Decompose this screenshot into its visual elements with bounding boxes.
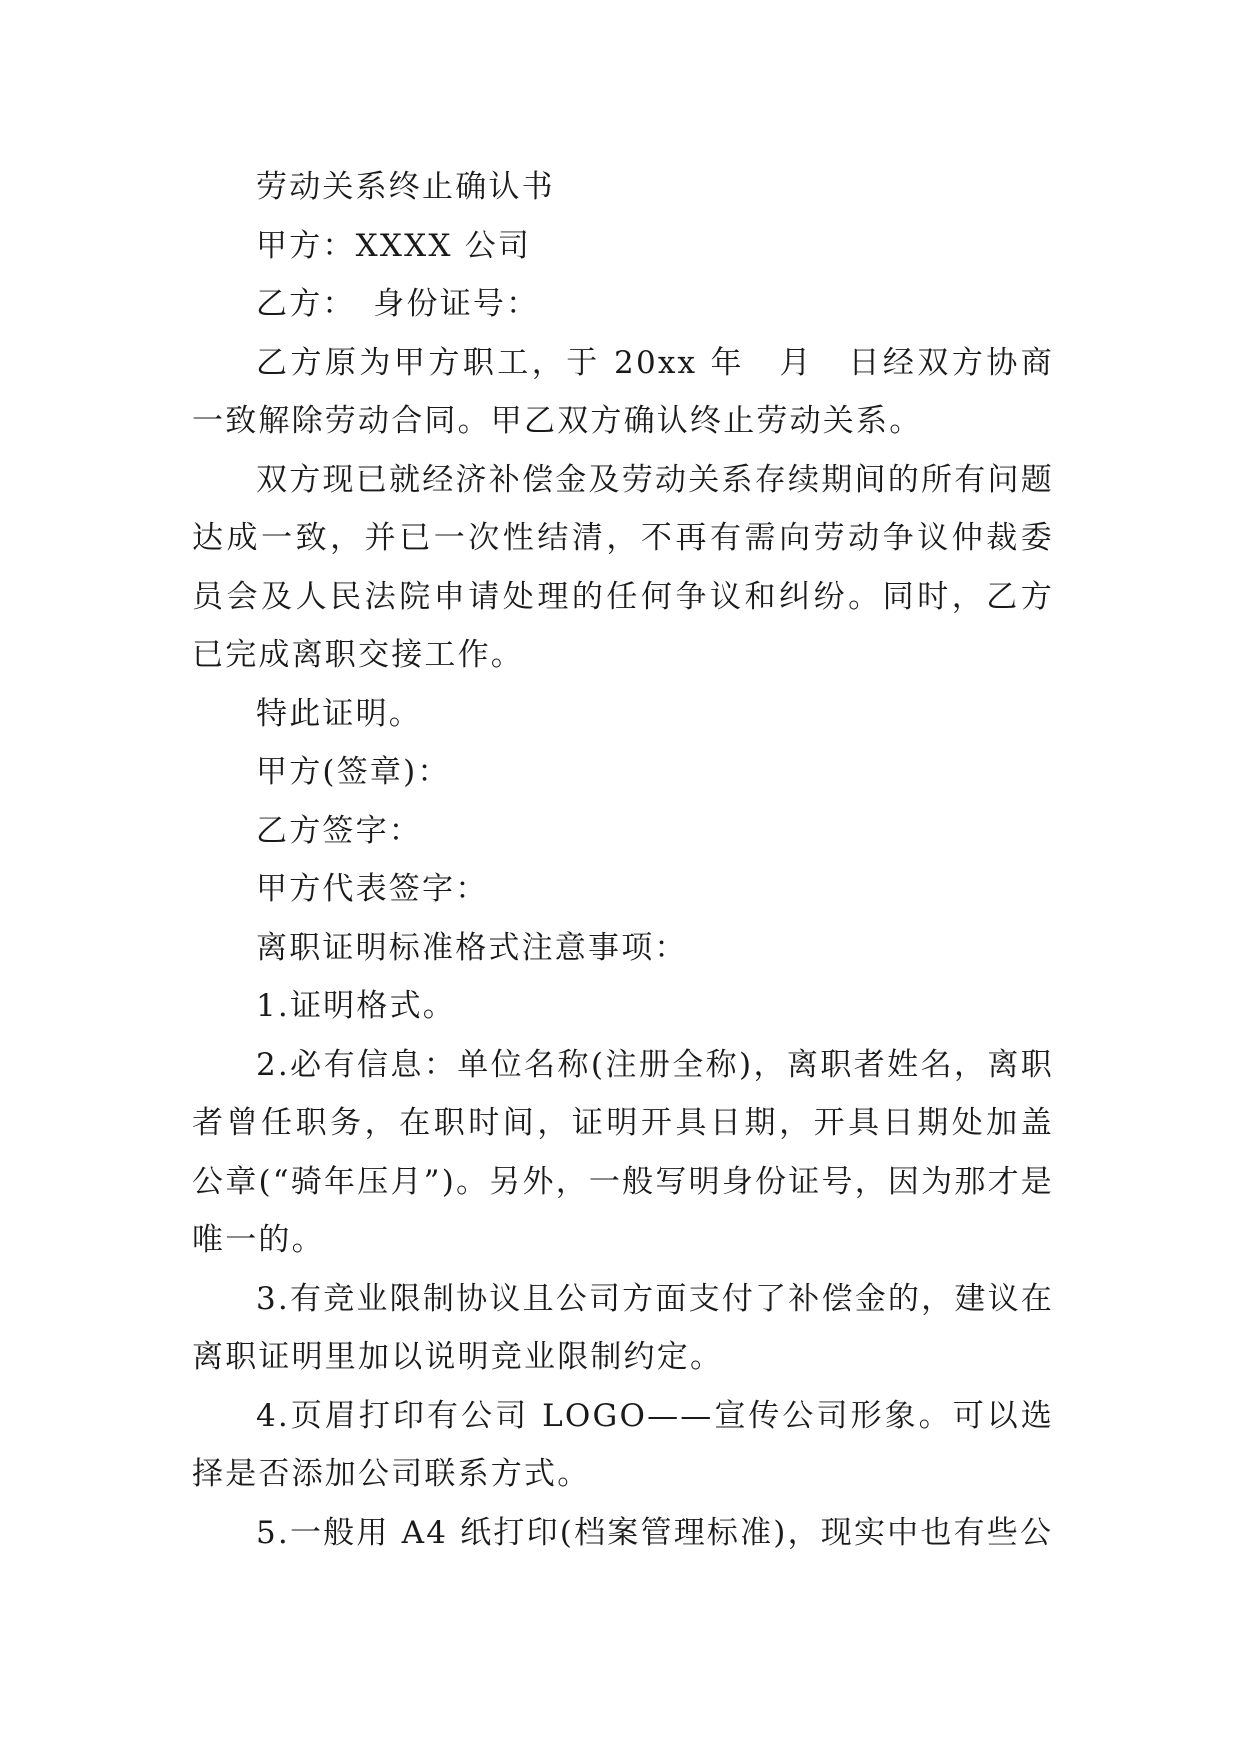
note-item-5: 5.一般用 A4 纸打印(档案管理标准)，现实中也有些公: [256, 1514, 1054, 1551]
paragraph-settlement: 双方现已就经济补偿金及劳动关系存续期间的所有问题达成一致，并已一次性结清，不再有需向劳动争议仲裁委员会及人民法院申请处理的任何争议和纠纷。同时，乙方已完成离职交接工作。: [192, 461, 1054, 673]
party-b-line: 乙方： 身份证号：: [256, 286, 540, 322]
paragraph-termination: 乙方原为甲方职工，于 20xx 年 月 日经双方协商一致解除劳动合同。甲乙双方确认终止劳动关系。: [192, 344, 1054, 439]
party-a-seal-line: 甲方(签章)：: [256, 754, 451, 790]
document-body: [192, 158, 1054, 1562]
note-item-1: 1.证明格式。: [256, 988, 456, 1024]
notes-heading: 离职证明标准格式注意事项：: [256, 929, 688, 966]
note-item-2: 2.必有信息：单位名称(注册全称)，离职者姓名，离职者曾任职务，在职时间，证明开具日期，开具日期处加盖公章(“骑年压月”)。另外，一般写明身份证号，因为那才是唯一的。: [192, 1046, 1054, 1258]
document-title: 劳动关系终止确认书: [256, 169, 555, 205]
certify-line: 特此证明。: [256, 695, 422, 732]
party-a-representative-line: 甲方代表签字：: [256, 871, 489, 907]
party-b-signature-line: 乙方签字：: [256, 812, 422, 849]
note-item-4: 4.页眉打印有公司 LOGO——宣传公司形象。可以选择是否添加公司联系方式。: [192, 1397, 1054, 1492]
note-item-3: 3.有竞业限制协议且公司方面支付了补偿金的，建议在离职证明里加以说明竞业限制约定。: [192, 1280, 1054, 1375]
party-a-line: 甲方：XXXX 公司: [256, 227, 532, 264]
